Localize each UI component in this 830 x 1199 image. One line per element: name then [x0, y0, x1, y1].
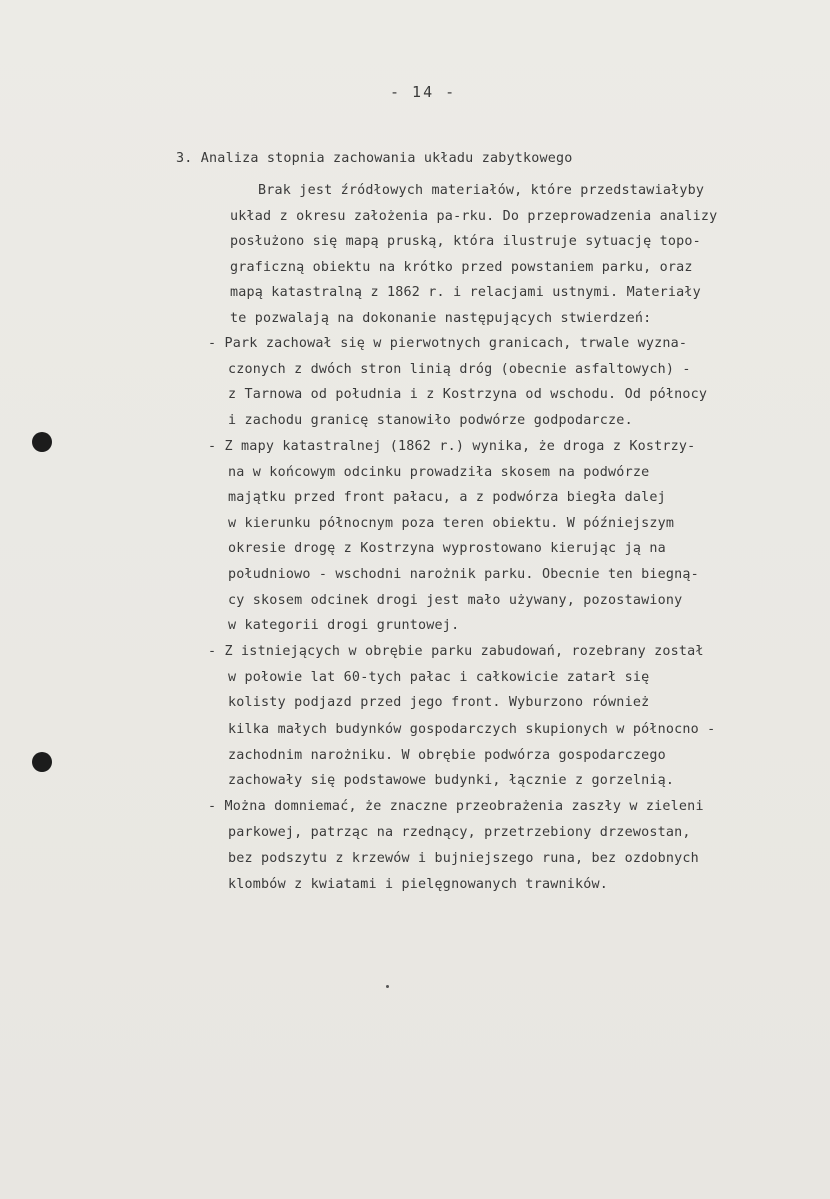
ink-speck: [386, 985, 389, 988]
list-line: na w końcowym odcinku prowadziła skosem na podwórze: [228, 465, 650, 480]
list-line: w kategorii drogi gruntowej.: [228, 618, 460, 633]
list-line: - Można domniemać, że znaczne przeobrażenia zaszły w zieleni: [208, 799, 704, 814]
list-line: czonych z dwóch stron linią dróg (obecnie asfaltowych) -: [228, 362, 691, 377]
list-line: i zachodu granicę stanowiło podwórze godpodarcze.: [228, 413, 633, 428]
list-line: - Park zachował się w pierwotnych granicach, trwale wyzna-: [208, 336, 688, 351]
list-line: majątku przed front pałacu, a z podwórza biegła dalej: [228, 490, 666, 505]
list-line: cy skosem odcinek drogi jest mało używany, pozostawiony: [228, 593, 683, 608]
list-line: bez podszytu z krzewów i bujniejszego runa, bez ozdobnych: [228, 851, 699, 866]
list-line: parkowej, patrząc na rzednący, przetrzebiony drzewostan,: [228, 825, 691, 840]
paragraph-line: mapą katastralną z 1862 r. i relacjami ustnymi. Materiały: [230, 285, 701, 300]
list-line: południowo - wschodni narożnik parku. Obecnie ten biegną-: [228, 567, 699, 582]
list-line: klombów z kwiatami i pielęgnowanych trawników.: [228, 877, 609, 892]
paragraph-line: te pozwalają na dokonanie następujących stwierdzeń:: [230, 311, 652, 326]
list-line: kolisty podjazd przed jego front. Wyburzono również: [228, 695, 650, 710]
list-line: z Tarnowa od południa i z Kostrzyna od wschodu. Od północy: [228, 387, 708, 402]
section-heading: 3. Analiza stopnia zachowania układu zabytkowego: [176, 151, 573, 166]
paragraph-line: graficzną obiektu na krótko przed powstaniem parku, oraz: [230, 260, 693, 275]
list-line: zachowały się podstawowe budynki, łącznie z gorzelnią.: [228, 773, 675, 788]
list-line: zachodnim narożniku. W obrębie podwórza gospodarczego: [228, 748, 666, 763]
list-line: kilka małych budynków gospodarczych skupionych w północno -: [228, 722, 716, 737]
punch-hole-upper: [32, 432, 52, 452]
page-number: - 14 -: [390, 83, 457, 101]
paragraph-line: układ z okresu założenia pa-rku. Do przeprowadzenia analizy: [230, 209, 718, 224]
paragraph-line: posłużono się mapą pruską, która ilustruje sytuację topo-: [230, 234, 701, 249]
paragraph-line: Brak jest źródłowych materiałów, które przedstawiałyby: [258, 183, 705, 198]
list-line: - Z mapy katastralnej (1862 r.) wynika, że droga z Kostrzy-: [208, 439, 696, 454]
list-line: w kierunku północnym poza teren obiektu. W późniejszym: [228, 516, 675, 531]
punch-hole-lower: [32, 752, 52, 772]
list-line: w połowie lat 60-tych pałac i całkowicie zatarł się: [228, 670, 650, 685]
list-line: okresie drogę z Kostrzyna wyprostowano kierując ją na: [228, 541, 666, 556]
list-line: - Z istniejących w obrębie parku zabudowań, rozebrany został: [208, 644, 704, 659]
